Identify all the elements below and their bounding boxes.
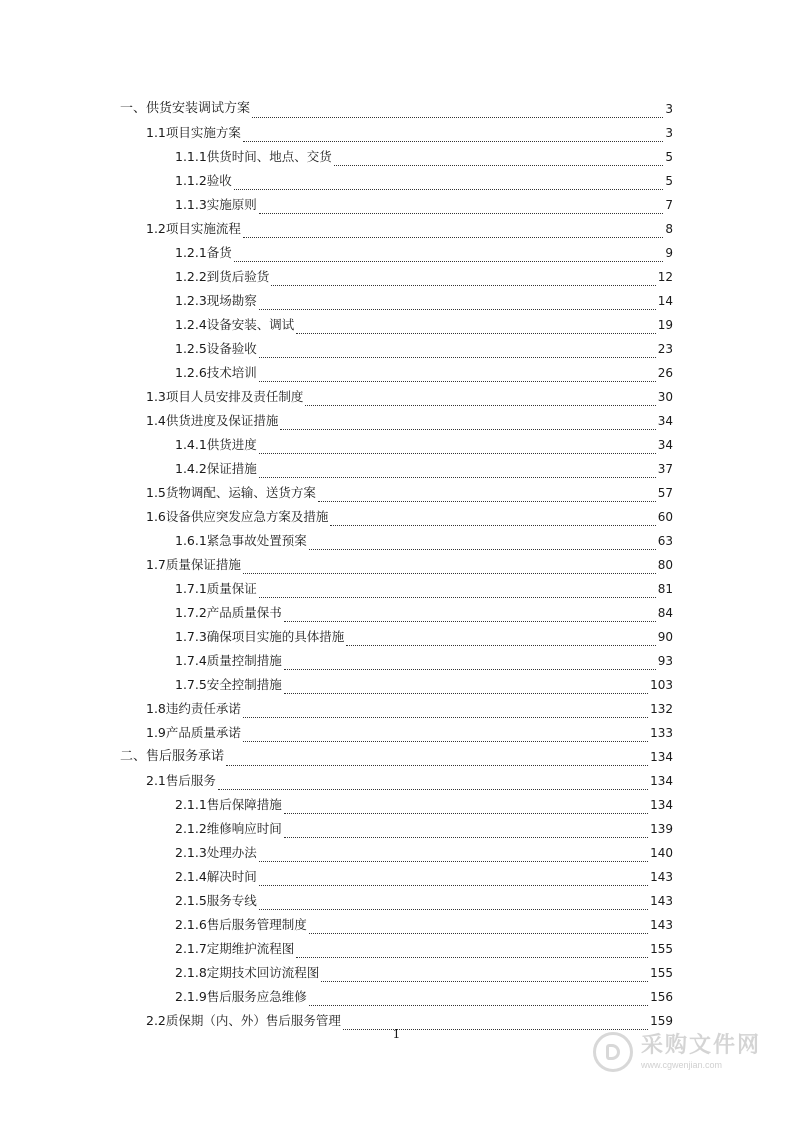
toc-entry[interactable] [0,529,793,553]
toc-leader-dots [318,489,656,502]
toc-entry[interactable] [0,193,793,217]
toc-leader-dots [259,297,656,310]
toc-entry-title: 2.1.9售后服务应急维修 [175,989,307,1004]
toc-entry-page: 5 [665,150,673,164]
toc-entry[interactable] [0,313,793,337]
toc-entry-title: 二、售后服务承诺 [120,749,225,764]
toc-entry-page: 134 [650,798,673,812]
toc-entry[interactable] [0,145,793,169]
toc-entry-title: 1.7.4质量控制措施 [175,653,282,668]
toc-entry-title: 1.7.5安全控制措施 [175,677,282,692]
toc-entry[interactable] [0,505,793,529]
toc-entry-page: 9 [665,246,673,260]
toc-entry-title: 2.1.8定期技术回访流程图 [175,965,320,980]
toc-entry[interactable] [0,913,793,937]
toc-entry-title: 1.2.2到货后验货 [175,269,270,284]
toc-leader-dots [259,849,648,862]
toc-entry-page: 7 [665,198,673,212]
toc-entry-title: 2.1.1售后保障措施 [175,797,282,812]
toc-entry-page: 34 [657,438,673,452]
toc-entry-title: 2.2质保期（内、外）售后服务管理 [146,1013,341,1028]
toc-entry[interactable] [0,937,793,961]
toc-leader-dots [234,249,664,262]
toc-entry[interactable] [0,265,793,289]
toc-leader-dots [259,201,664,214]
toc-entry-page: 155 [650,942,673,956]
toc-entry-page: 19 [657,318,673,332]
toc-entry-title: 1.1项目实施方案 [146,125,241,140]
toc-leader-dots [271,273,655,286]
toc-leader-dots [218,777,648,790]
toc-leader-dots [330,513,655,526]
toc-entry-page: 81 [657,582,673,596]
toc-entry[interactable] [0,889,793,913]
toc-entry[interactable] [0,217,793,241]
toc-entry[interactable] [0,745,793,769]
toc-entry-page: 12 [657,270,673,284]
toc-entry-page: 156 [650,990,673,1004]
toc-entry-page: 90 [657,630,673,644]
toc-leader-dots [259,369,656,382]
toc-leader-dots [284,657,656,670]
toc-leader-dots [259,585,656,598]
toc-leader-dots [243,561,656,574]
toc-leader-dots [284,681,648,694]
toc-entry[interactable] [0,793,793,817]
toc-entry-title: 1.1.1供货时间、地点、交货 [175,149,332,164]
toc-entry-title: 1.2.5设备验收 [175,341,257,356]
toc-entry[interactable] [0,289,793,313]
toc-entry-title: 1.6.1紧急事故处置预案 [175,533,307,548]
toc-entry-page: 133 [650,726,673,740]
toc-entry[interactable] [0,481,793,505]
toc-entry-title: 1.9产品质量承诺 [146,725,241,740]
toc-entry-page: 14 [657,294,673,308]
toc-entry[interactable] [0,697,793,721]
toc-entry-page: 143 [650,918,673,932]
toc-leader-dots [305,393,655,406]
toc-entry-title: 2.1.3处理办法 [175,845,257,860]
toc-entry[interactable] [0,649,793,673]
toc-entry-page: 3 [665,126,673,140]
toc-entry-title: 1.4供货进度及保证措施 [146,413,279,428]
toc-leader-dots [259,897,648,910]
watermark-text: 采购文件网 [641,1032,762,1058]
toc-leader-dots [284,609,656,622]
toc-entry-title: 2.1.2维修响应时间 [175,821,282,836]
toc-entry-title: 1.3项目人员安排及责任制度 [146,389,304,404]
toc-entry-page: 80 [657,558,673,572]
toc-entry-page: 155 [650,966,673,980]
toc-entry-page: 30 [657,390,673,404]
toc-entry[interactable] [0,553,793,577]
toc-entry[interactable] [0,337,793,361]
toc-entry-page: 84 [657,606,673,620]
toc-entry[interactable] [0,121,793,145]
toc-leader-dots [296,945,648,958]
toc-entry[interactable] [0,457,793,481]
toc-entry-title: 1.2.4设备安装、调试 [175,317,295,332]
toc-entry-title: 1.1.3实施原则 [175,197,257,212]
toc-entry[interactable] [0,409,793,433]
toc-entry[interactable] [0,841,793,865]
toc-entry-title: 2.1售后服务 [146,773,216,788]
toc-entry-title: 1.8违约责任承诺 [146,701,241,716]
toc-entry-page: 134 [650,774,673,788]
toc-entry-page: 57 [657,486,673,500]
toc-entry-page: 37 [657,462,673,476]
toc-leader-dots [284,801,648,814]
toc-entry[interactable] [0,721,793,745]
toc-leader-dots [309,921,648,934]
toc-leader-dots [296,321,655,334]
toc-entry-page: 103 [650,678,673,692]
toc-entry-title: 2.1.4解决时间 [175,869,257,884]
toc-entry-title: 1.2.6技术培训 [175,365,257,380]
watermark [593,1028,763,1076]
toc-entry-title: 1.1.2验收 [175,173,232,188]
toc-leader-dots [243,705,648,718]
toc-entry-page: 134 [650,750,673,764]
toc-entry[interactable] [0,961,793,985]
toc-entry[interactable] [0,361,793,385]
watermark-url: www.cgwenjian.com [641,1059,723,1070]
toc-leader-dots [252,105,663,118]
toc-entry-title: 1.7.1质量保证 [175,581,257,596]
toc-entry-title: 1.6设备供应突发应急方案及措施 [146,509,329,524]
toc-leader-dots [346,633,655,646]
toc-entry-page: 159 [650,1014,673,1028]
toc-entry[interactable] [0,769,793,793]
toc-entry[interactable] [0,577,793,601]
page-number: 1 [392,1027,401,1041]
toc-entry-title: 1.2.1备货 [175,245,232,260]
logo-icon [593,1032,633,1072]
toc-leader-dots [284,825,648,838]
toc-entry-title: 一、供货安装调试方案 [120,101,251,116]
toc-entry[interactable] [0,865,793,889]
toc-leader-dots [309,537,656,550]
toc-entry-page: 5 [665,174,673,188]
toc-entry-page: 3 [665,102,673,116]
toc-entry-page: 23 [657,342,673,356]
toc-leader-dots [334,153,664,166]
toc-leader-dots [234,177,664,190]
toc-entry-title: 2.1.7定期维护流程图 [175,941,295,956]
toc-entry-title: 1.4.2保证措施 [175,461,257,476]
toc-entry[interactable] [0,241,793,265]
toc-entry-page: 93 [657,654,673,668]
toc-entry-title: 1.4.1供货进度 [175,437,257,452]
toc-leader-dots [259,465,656,478]
toc-entry[interactable] [0,97,793,121]
toc-leader-dots [226,753,648,766]
toc-entry-page: 140 [650,846,673,860]
toc-leader-dots [259,345,656,358]
toc-entry-page: 63 [657,534,673,548]
toc-entry[interactable] [0,169,793,193]
toc-entry-page: 132 [650,702,673,716]
toc-leader-dots [243,729,648,742]
toc-entry-page: 139 [650,822,673,836]
toc-entry[interactable] [0,625,793,649]
toc-entry-title: 1.7质量保证措施 [146,557,241,572]
toc-entry[interactable] [0,601,793,625]
toc-entry[interactable] [0,385,793,409]
toc-entry-page: 34 [657,414,673,428]
toc-leader-dots [259,873,648,886]
toc-leader-dots [280,417,655,430]
toc-entry-title: 2.1.6售后服务管理制度 [175,917,307,932]
toc-entry[interactable] [0,673,793,697]
toc-entry-page: 8 [665,222,673,236]
toc-entry[interactable] [0,817,793,841]
table-of-contents [0,97,793,1033]
toc-entry-page: 143 [650,894,673,908]
toc-entry[interactable] [0,433,793,457]
toc-entry[interactable] [0,985,793,1009]
toc-entry-title: 1.2项目实施流程 [146,221,241,236]
toc-entry-page: 143 [650,870,673,884]
toc-leader-dots [309,993,648,1006]
toc-entry-page: 26 [657,366,673,380]
toc-entry-title: 1.2.3现场勘察 [175,293,257,308]
toc-entry-title: 2.1.5服务专线 [175,893,257,908]
toc-leader-dots [321,969,648,982]
toc-leader-dots [259,441,656,454]
toc-entry-page: 60 [657,510,673,524]
toc-leader-dots [243,225,663,238]
toc-leader-dots [243,129,663,142]
toc-entry-title: 1.7.2产品质量保书 [175,605,282,620]
toc-entry-title: 1.7.3确保项目实施的具体措施 [175,629,345,644]
toc-entry-title: 1.5货物调配、运输、送货方案 [146,485,316,500]
